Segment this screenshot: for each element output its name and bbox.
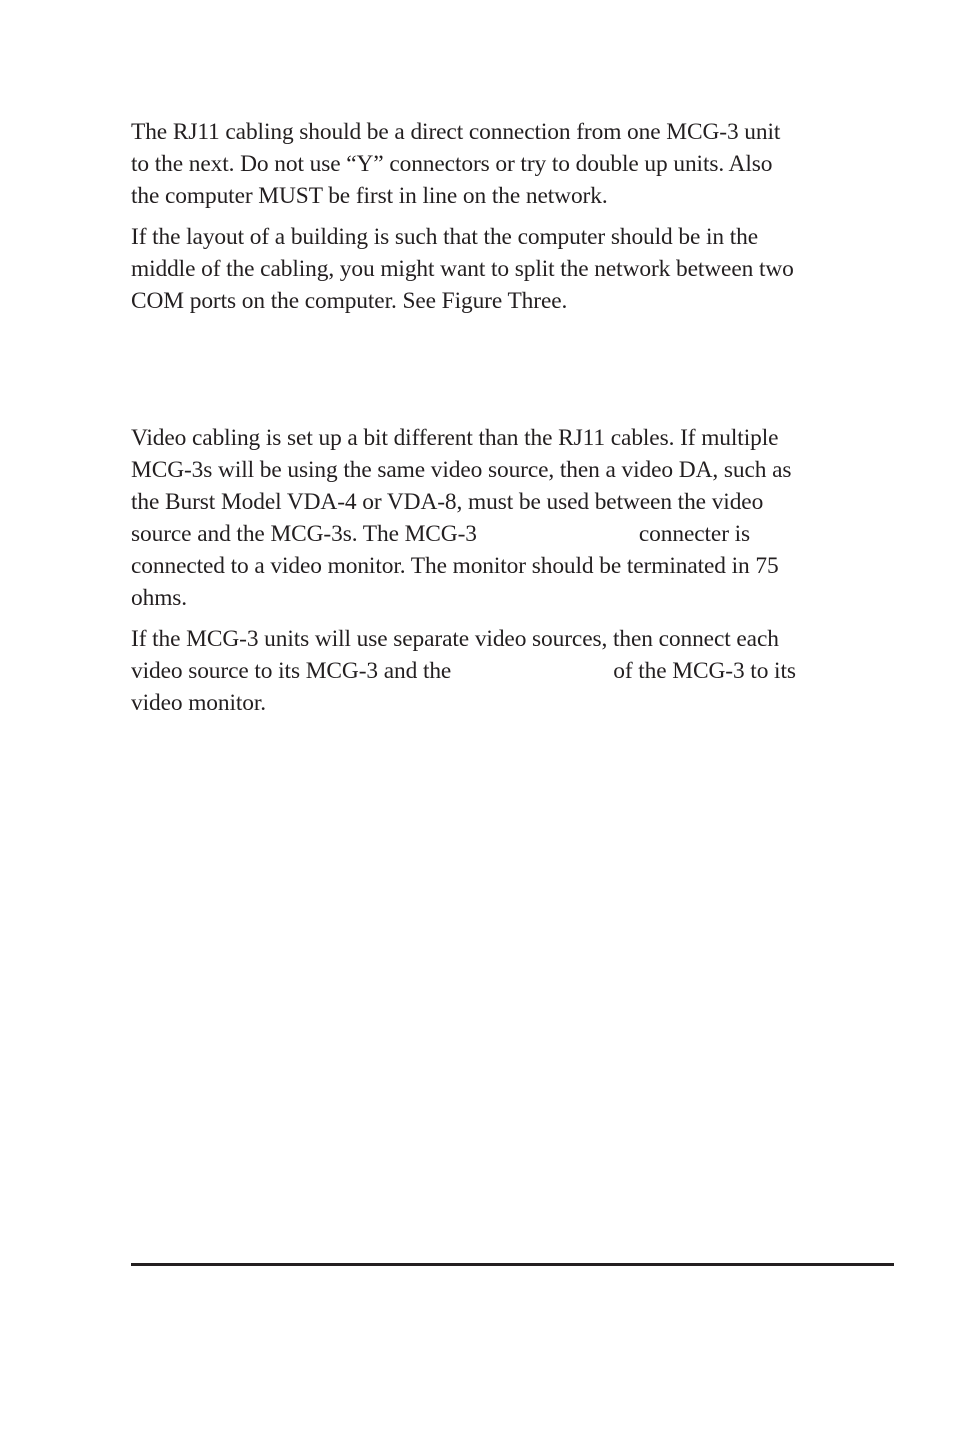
text-line: If the layout of a building is such that the computer should be in the [131,224,759,250]
rj11-paragraph-2 [131,221,896,317]
rj11-cabling-section [131,116,896,326]
footer-rule [131,1263,894,1266]
text-line: MCG-3s will be using the same video source, then a video DA, such as [131,457,792,483]
text-line: ohms. [131,585,188,611]
text-line: If the MCG-3 units will use separate video sources, then connect each [131,626,779,652]
text-line: Video cabling is set up a bit different than the RJ11 cables. If multiple [131,425,779,451]
text-line [131,655,896,687]
text-line: The RJ11 cabling should be a direct connection from one MCG-3 unit [131,119,781,145]
text-fragment: connecter is [638,521,751,547]
text-line: connected to a video monitor. The monitor should be terminated in 75 [131,553,779,579]
text-fragment: of the MCG-3 to its [613,658,796,684]
video-cabling-section [131,422,896,728]
video-paragraph-1 [131,422,896,614]
text-line: COM ports on the computer. See Figure Three. [131,288,568,314]
text-line: middle of the cabling, you might want to split the network between two [131,256,794,282]
text-line: to the next. Do not use “Y” connectors or try to double up units. Also [131,151,773,177]
text-line: the computer MUST be first in line on the network. [131,183,608,209]
text-line: the Burst Model VDA-4 or VDA-8, must be used between the video [131,489,764,515]
text-line [131,518,896,550]
text-line: video monitor. [131,690,267,716]
text-fragment: source and the MCG-3s. The MCG-3 [131,521,477,547]
video-paragraph-2 [131,623,896,719]
text-fragment: video source to its MCG-3 and the [131,658,452,684]
rj11-paragraph-1 [131,116,896,212]
